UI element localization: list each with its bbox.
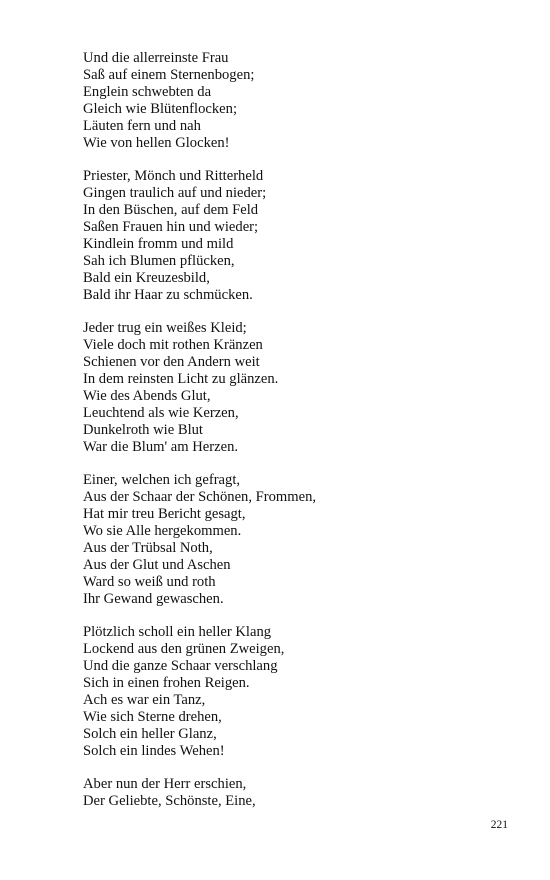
poem-line: In den Büschen, auf dem Feld [83,202,259,219]
poem-line: Schienen vor den Andern weit [83,354,260,371]
poem-line: Viele doch mit rothen Kränzen [83,337,263,354]
poem-line: Läuten fern und nah [83,117,201,134]
poem-line: In dem reinsten Licht zu glänzen. [83,371,279,387]
poem-line: Einer, welchen ich gefragt, [83,472,241,489]
poem-line: Wie sich Sterne drehen, [83,708,222,725]
page-number: 221 [490,819,508,831]
poem-line: Der Geliebte, Schönste, Eine, [83,793,256,810]
poem-line: Und die allerreinste Frau [83,50,229,66]
poem-line: Solch ein lindes Wehen! [83,742,225,759]
poem-line: Leuchtend als wie Kerzen, [83,404,239,421]
poem-line: Lockend aus den grünen Zweigen, [83,641,285,658]
poem-line: Jeder trug ein weißes Kleid; [83,320,247,337]
poem-line: Priester, Mönch und Ritterheld [83,168,264,185]
poem-line: Wie von hellen Glocken! [83,134,230,151]
poem-line: Sich in einen frohen Reigen. [83,675,250,692]
poem-line: War die Blum' am Herzen. [83,438,239,455]
poem-line: Aus der Schaar der Schönen, Frommen, [83,489,317,506]
poem-line: Ward so weiß und roth [83,573,216,590]
poem-line: Saß auf einem Sternenbogen; [83,66,255,83]
poem-line: Plötzlich scholl ein heller Klang [83,624,272,641]
poem-line: Aus der Trübsal Noth, [83,539,213,556]
poem-line: Und die ganze Schaar verschlang [83,658,278,675]
stanza [83,624,523,759]
poem-line: Kindlein fromm und mild [83,235,234,252]
poem-line: Solch ein heller Glanz, [83,725,217,742]
poem-line: Dunkelroth wie Blut [83,421,203,438]
poem-line: Aber nun der Herr erschien, [83,776,247,793]
poem-line: Ihr Gewand gewaschen. [83,590,224,607]
poem-line: Saßen Frauen hin und wieder; [83,218,259,235]
poem-line: Gleich wie Blütenflocken; [83,100,237,117]
stanza [83,50,523,151]
poem-line: Ach es war ein Tanz, [83,692,206,708]
stanza [83,168,523,303]
poem-line: Sah ich Blumen pflücken, [83,252,235,269]
stanza [83,320,523,455]
poem-body [83,50,523,827]
poem-line: Bald ihr Haar zu schmücken. [83,286,253,303]
poem-line: Gingen traulich auf und nieder; [83,185,267,202]
stanza [83,472,523,607]
stanza [83,776,523,810]
poem-line: Bald ein Kreuzesbild, [83,269,210,286]
poem-line: Wie des Abends Glut, [83,387,211,404]
poem-line: Aus der Glut und Aschen [83,556,231,573]
poem-line: Wo sie Alle hergekommen. [83,523,242,540]
poem-line: Englein schwebten da [83,83,212,100]
poem-line: Hat mir treu Bericht gesagt, [83,506,246,523]
